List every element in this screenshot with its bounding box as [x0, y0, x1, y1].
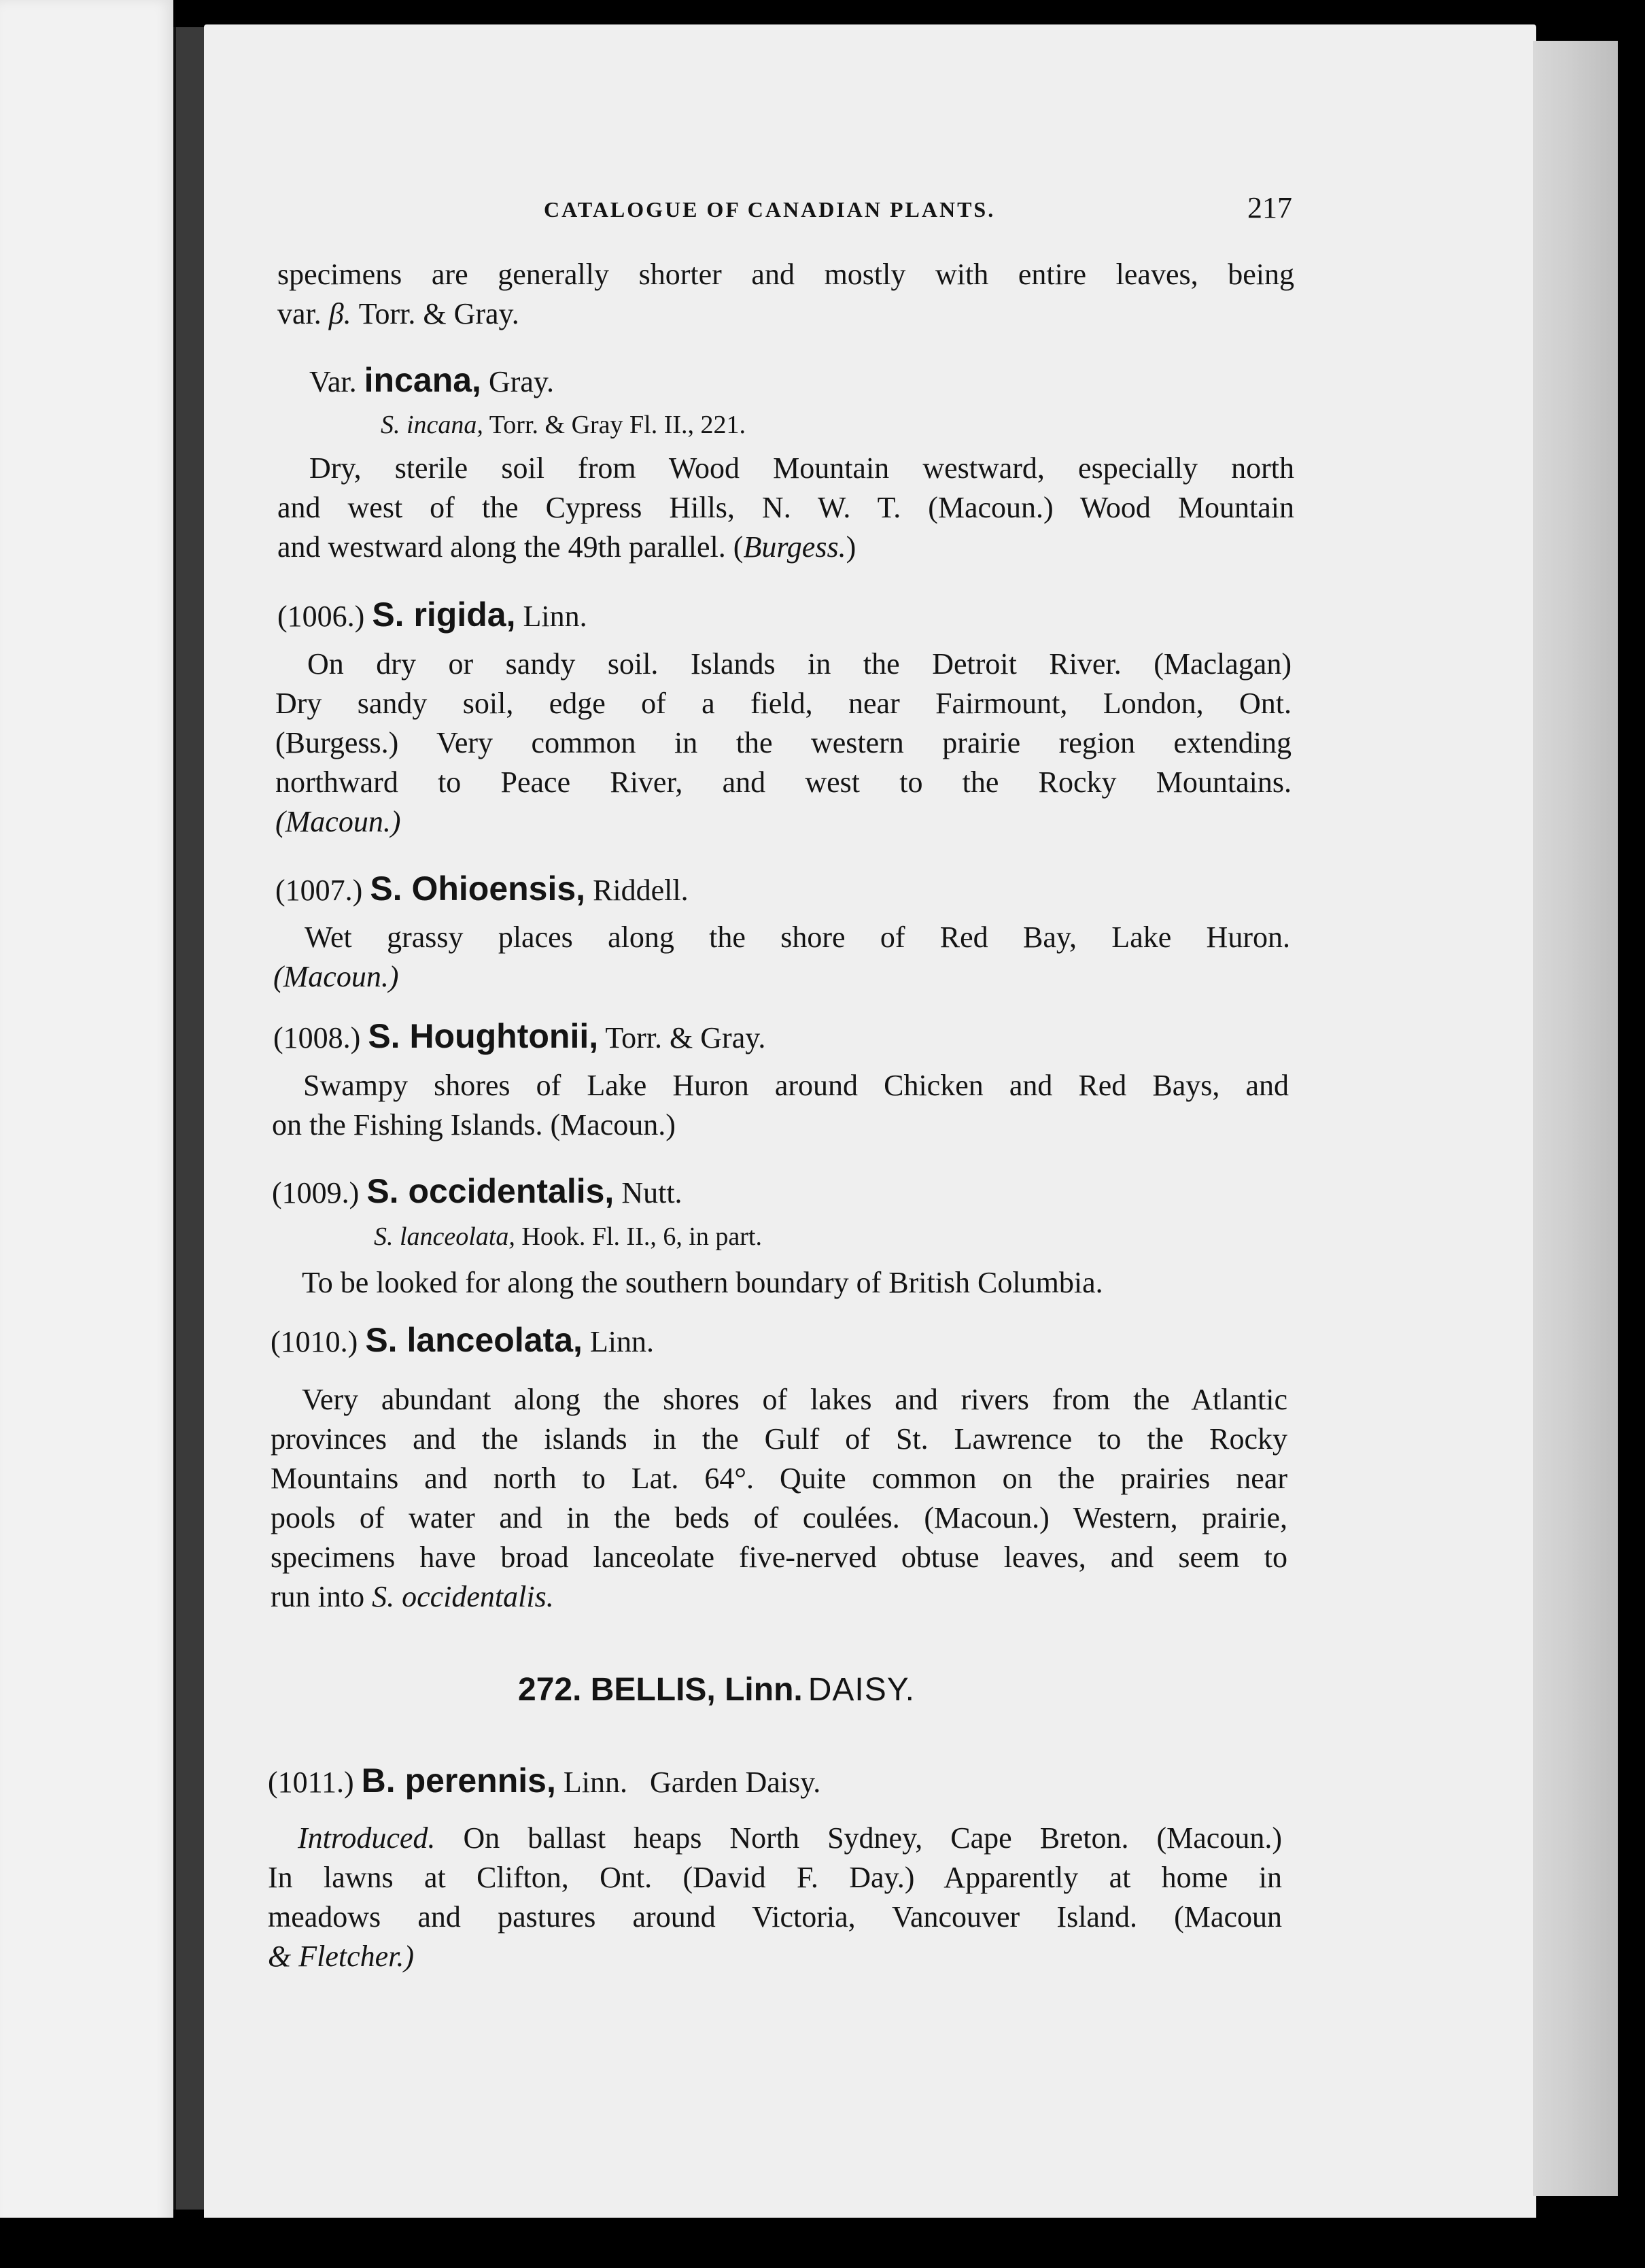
- body-line: pools of water and in the beds of coulées. (Macoun.) Western, prairie,: [271, 1501, 1287, 1534]
- body-line: On dry or sandy soil. Islands in the Detroit River. (Maclagan): [307, 647, 1292, 681]
- body-line: Dry sandy soil, edge of a field, near Fairmount, London, Ont.: [275, 687, 1292, 720]
- body-line: and westward along the 49th parallel. (Burgess.): [277, 530, 856, 564]
- body-line: (Macoun.): [273, 960, 399, 993]
- body-line: (Macoun.): [275, 805, 401, 838]
- genus-heading: 272. BELLIS, Linn. DAISY.: [518, 1672, 915, 1708]
- body-line: provinces and the islands in the Gulf of St. Lawrence to the Rocky: [271, 1422, 1287, 1456]
- body-line: and west of the Cypress Hills, N. W. T. (Macoun.) Wood Mountain: [277, 491, 1294, 524]
- body-line: Very abundant along the shores of lakes and rivers from the Atlantic: [302, 1383, 1287, 1416]
- body-line: Swampy shores of Lake Huron around Chicken and Red Bays, and: [303, 1069, 1289, 1102]
- body-line: var. β. Torr. & Gray.: [277, 297, 519, 330]
- page-stack-edge: [1533, 41, 1618, 2196]
- species-heading: (1008.) S. Houghtonii, Torr. & Gray.: [273, 1017, 766, 1055]
- body-line: meadows and pastures around Victoria, Vancouver Island. (Macoun: [268, 1900, 1282, 1934]
- body-line: Introduced. On ballast heaps North Sydney, Cape Breton. (Macoun.): [298, 1821, 1282, 1855]
- body-line: northward to Peace River, and west to the Rocky Mountains.: [275, 766, 1292, 799]
- body-line: Wet grassy places along the shore of Red Bay, Lake Huron.: [305, 921, 1290, 954]
- scan-background: [0, 2218, 1645, 2268]
- species-heading: (1009.) S. occidentalis, Nutt.: [272, 1172, 682, 1210]
- body-line: To be looked for along the southern boundary of British Columbia.: [302, 1266, 1103, 1299]
- synonym-line: S. incana, Torr. & Gray Fl. II., 221.: [381, 411, 746, 439]
- variety-heading: Var. incana, Gray.: [309, 361, 555, 399]
- body-line: specimens have broad lanceolate five-nerved obtuse leaves, and seem to: [271, 1541, 1287, 1574]
- body-line: Dry, sterile soil from Wood Mountain westward, especially north: [309, 451, 1294, 485]
- running-title: CATALOGUE OF CANADIAN PLANTS.: [544, 197, 996, 222]
- body-line: on the Fishing Islands. (Macoun.): [272, 1108, 676, 1141]
- left-page-edge: [0, 0, 173, 2268]
- body-line: run into S. occidentalis.: [271, 1580, 554, 1613]
- body-line: specimens are generally shorter and mostly with entire leaves, being: [277, 258, 1294, 291]
- synonym-line: S. lanceolata, Hook. Fl. II., 6, in part.: [374, 1222, 762, 1251]
- species-heading: (1011.) B. perennis, Linn. Garden Daisy.: [268, 1762, 821, 1800]
- body-line: In lawns at Clifton, Ont. (David F. Day.) Apparently at home in: [268, 1861, 1282, 1894]
- body-line: & Fletcher.): [268, 1940, 415, 1973]
- species-heading: (1006.) S. rigida, Linn.: [277, 596, 587, 634]
- species-heading: (1007.) S. Ohioensis, Riddell.: [275, 870, 689, 908]
- body-line: Mountains and north to Lat. 64°. Quite common on the prairies near: [271, 1462, 1287, 1495]
- species-heading: (1010.) S. lanceolata, Linn.: [271, 1321, 655, 1359]
- body-line: (Burgess.) Very common in the western prairie region extending: [275, 726, 1292, 759]
- page-number: 217: [1247, 191, 1292, 224]
